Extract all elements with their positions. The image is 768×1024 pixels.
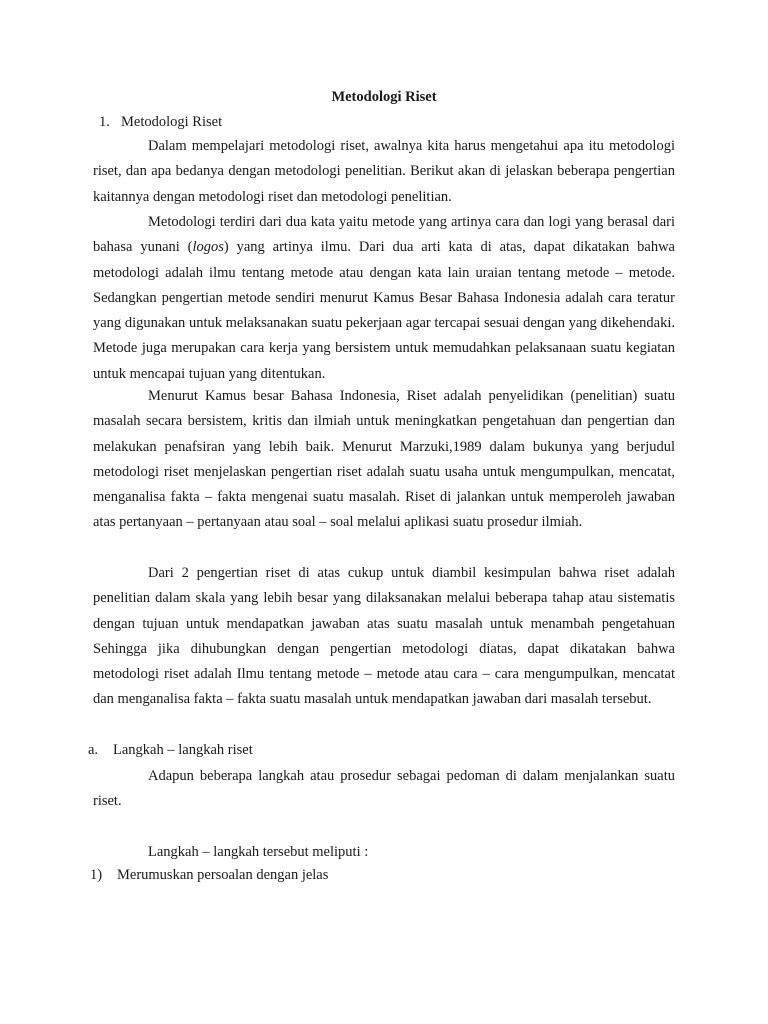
paragraph-4: Dari 2 pengertian riset di atas cukup untuk diambil kesimpulan bahwa riset adalah penelitian dalam skala yang lebih besar yang dilaksanakan melalui beberapa tahap atau sistematis dengan tujuan untuk mendapatkan jawaban atas suatu masalah untuk menambah pengetahuan Sehingga jika dihubungkan dengan pengertian metodologi diatas, dapat dikatakan bahwa metodologi riset adalah Ilmu tentang metode – metode atau cara – cara mengumpulkan, mencatat dan menganalisa fakta – fakta suatu masalah untuk mendapatkan jawaban dari masalah tersebut. <box>93 565 675 708</box>
section-heading-1 <box>99 113 222 131</box>
paragraph-1: Dalam mempelajari metodologi riset, awalnya kita harus mengetahui apa itu metodologi riset, dan apa bedanya dengan metodologi penelitian. Berikut akan di jelaskan beberapa pengertian kaitannya dengan metodologi riset dan metodologi penelitian. <box>93 138 675 205</box>
paragraph-2-text-b: ) yang artinya ilmu. Dari dua arti kata di atas, dapat dikatakan bahwa metodologi adalah ilmu tentang metode atau dengan kata lain uraian tentang metode – metode. Sedangkan pengertian metode sendiri menurut Kamus Besar Bahasa Indonesia adalah cara teratur yang digunakan untuk melaksanakan suatu pekerjaan agar tercapai sesuai dengan yang dikehendaki. Metode juga merupakan cara kerja yang bersistem untuk memudahkan pelaksanaan suatu kegiatan untuk mencapai tujuan yang ditentukan. <box>93 239 675 382</box>
paragraph-2-text-a: Metodologi terdiri dari dua kata yaitu metode yang artinya cara dan logi yang berasal dari bahasa yunani ( <box>93 214 675 256</box>
paragraph-3: Menurut Kamus besar Bahasa Indonesia, Riset adalah penyelidikan (penelitian) suatu masalah secara bersistem, kritis dan ilmiah untuk meningkatkan pengetahuan dan pengertian dan melakukan penafsiran yang lebih baik. Menurut Marzuki,1989 dalam bukunya yang berjudul metodologi riset menjelaskan pengertian riset adalah suatu usaha untuk mengumpulkan, mencatat, menganalisa fakta – fakta mengenai suatu masalah. Riset di jalankan untuk memperoleh jawaban atas pertanyaan – pertanyaan atau soal – soal melalui aplikasi suatu prosedur ilmiah. <box>93 388 675 531</box>
section-heading-a <box>88 741 253 759</box>
section-label: Metodologi Riset <box>121 114 223 130</box>
section-number: 1. <box>99 114 110 130</box>
paragraph-6: Langkah – langkah tersebut meliputi : <box>148 844 369 860</box>
list-item-label: Merumuskan persoalan dengan jelas <box>117 867 329 883</box>
list-item-number: 1) <box>90 867 103 883</box>
paragraph-5: Adapun beberapa langkah atau prosedur sebagai pedoman di dalam menjalankan suatu riset. <box>93 768 675 810</box>
paragraph-2-italic-term: logos <box>192 239 224 256</box>
section-label: Langkah – langkah riset <box>113 742 253 758</box>
section-number: a. <box>88 742 99 758</box>
paragraph-2 <box>93 210 675 387</box>
document-title: Metodologi Riset <box>331 89 437 105</box>
list-item-1 <box>90 866 328 884</box>
